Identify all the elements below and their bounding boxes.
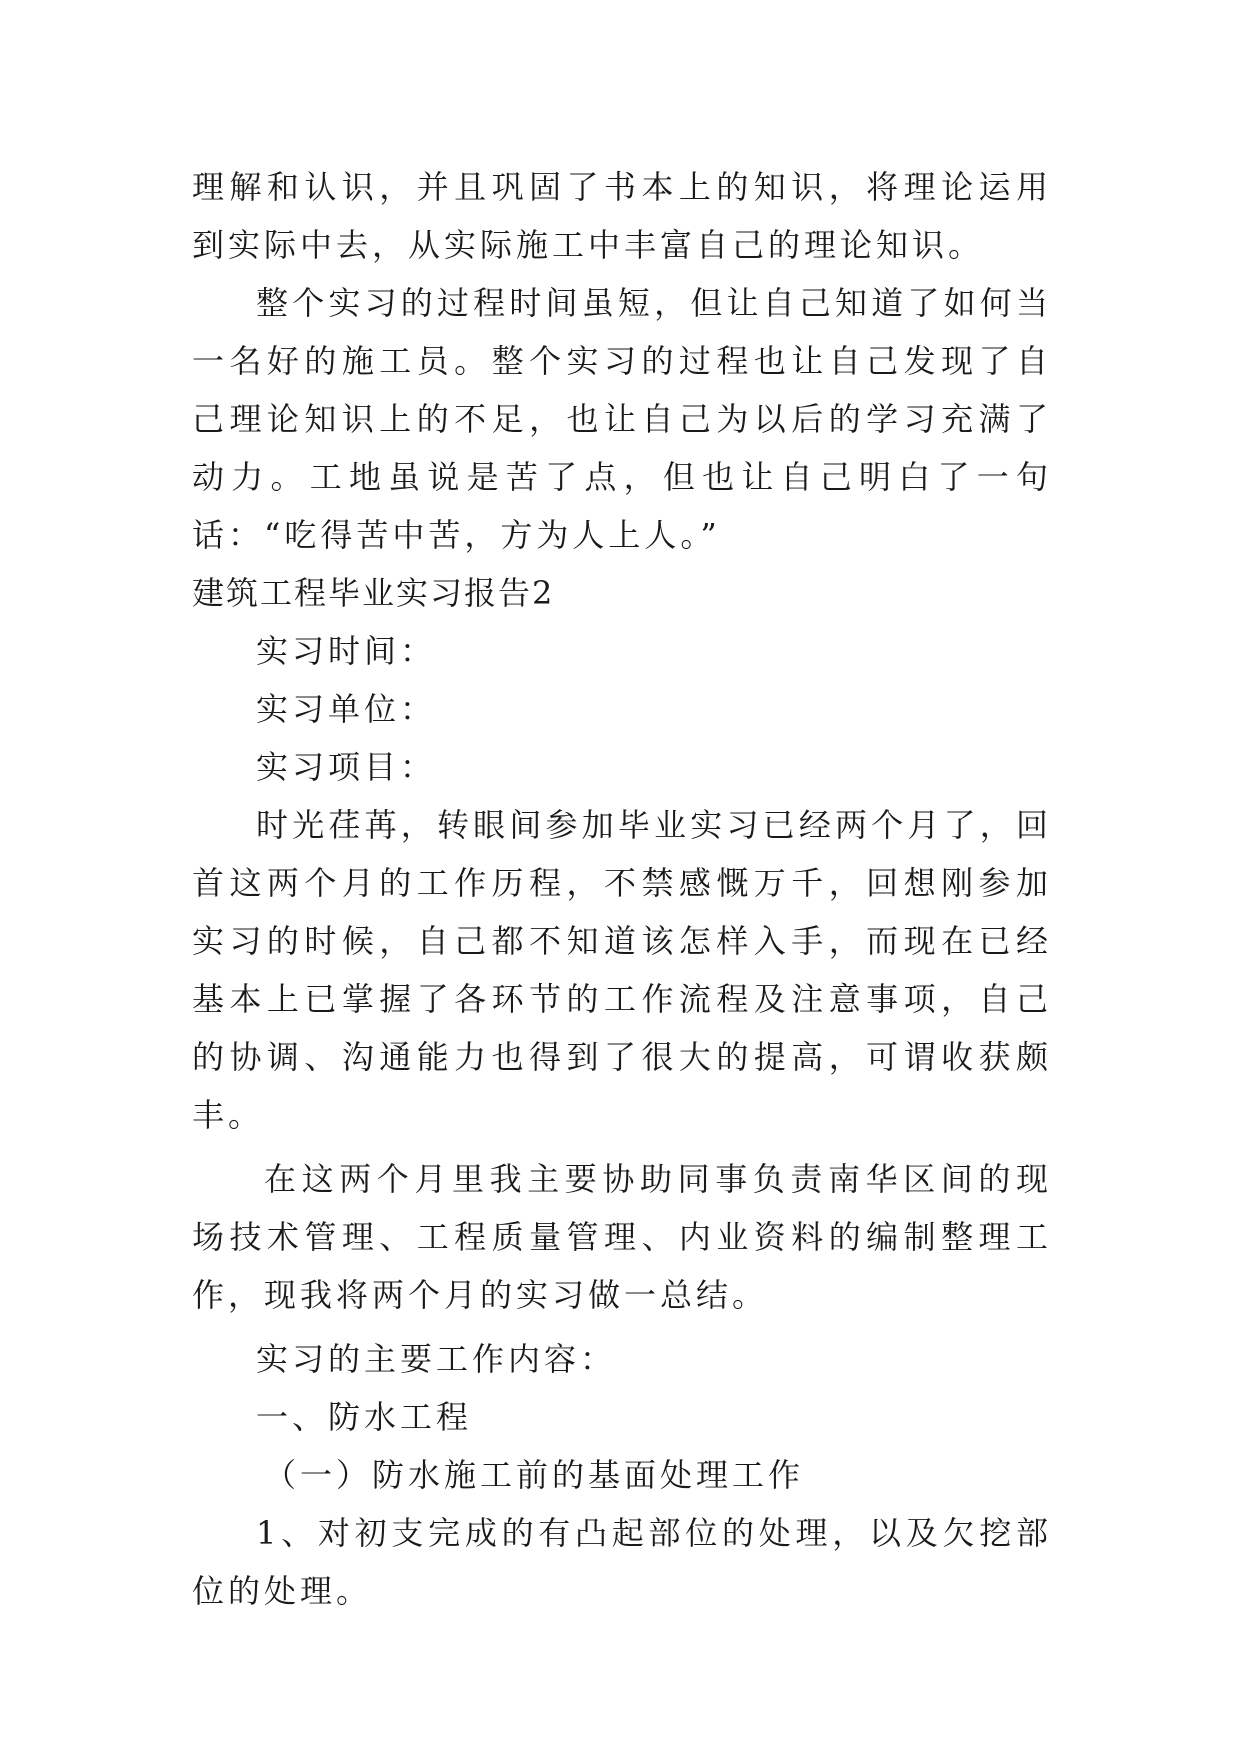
section-heading-waterproofing: 一、防水工程 — [256, 1398, 473, 1436]
section-heading-work-content: 实习的主要工作内容： — [256, 1340, 617, 1378]
paragraph-continuation: 理解和认识，并且巩固了书本上的知识，将理论运用到实际中去，从实际施工中丰富自己的理论知识。 — [192, 168, 1052, 264]
list-item-1: 1、对初支完成的有凸起部位的处理，以及欠挖部位的处理。 — [192, 1514, 1052, 1610]
paragraph-summary: 整个实习的过程时间虽短，但让自己知道了如何当一名好的施工员。整个实习的过程也让自己发现了自己理论知识上的不足，也让自己为以后的学习充满了动力。工地虽说是苦了点，但也让自己明白了一句话：“吃得苦中苦，方为人上人。” — [192, 284, 1052, 554]
paragraph-intro: 时光荏苒，转眼间参加毕业实习已经两个月了，回首这两个月的工作历程，不禁感慨万千，回想刚参加实习的时候，自己都不知道该怎样入手，而现在已经基本上已掌握了各环节的工作流程及注意事项，自己的协调、沟通能力也得到了很大的提高，可谓收获颇丰。 — [192, 806, 1052, 1134]
subsection-heading-base-treatment: （一）防水施工前的基面处理工作 — [264, 1456, 805, 1494]
field-internship-unit: 实习单位： — [256, 690, 437, 728]
paragraph-overview: 在这两个月里我主要协助同事负责南华区间的现场技术管理、工程质量管理、内业资料的编制整理工作，现我将两个月的实习做一总结。 — [192, 1160, 1052, 1314]
report-title: 建筑工程毕业实习报告2 — [192, 574, 555, 612]
field-internship-time: 实习时间： — [256, 632, 437, 670]
field-internship-project: 实习项目： — [256, 748, 437, 786]
document-body — [192, 158, 1052, 1620]
